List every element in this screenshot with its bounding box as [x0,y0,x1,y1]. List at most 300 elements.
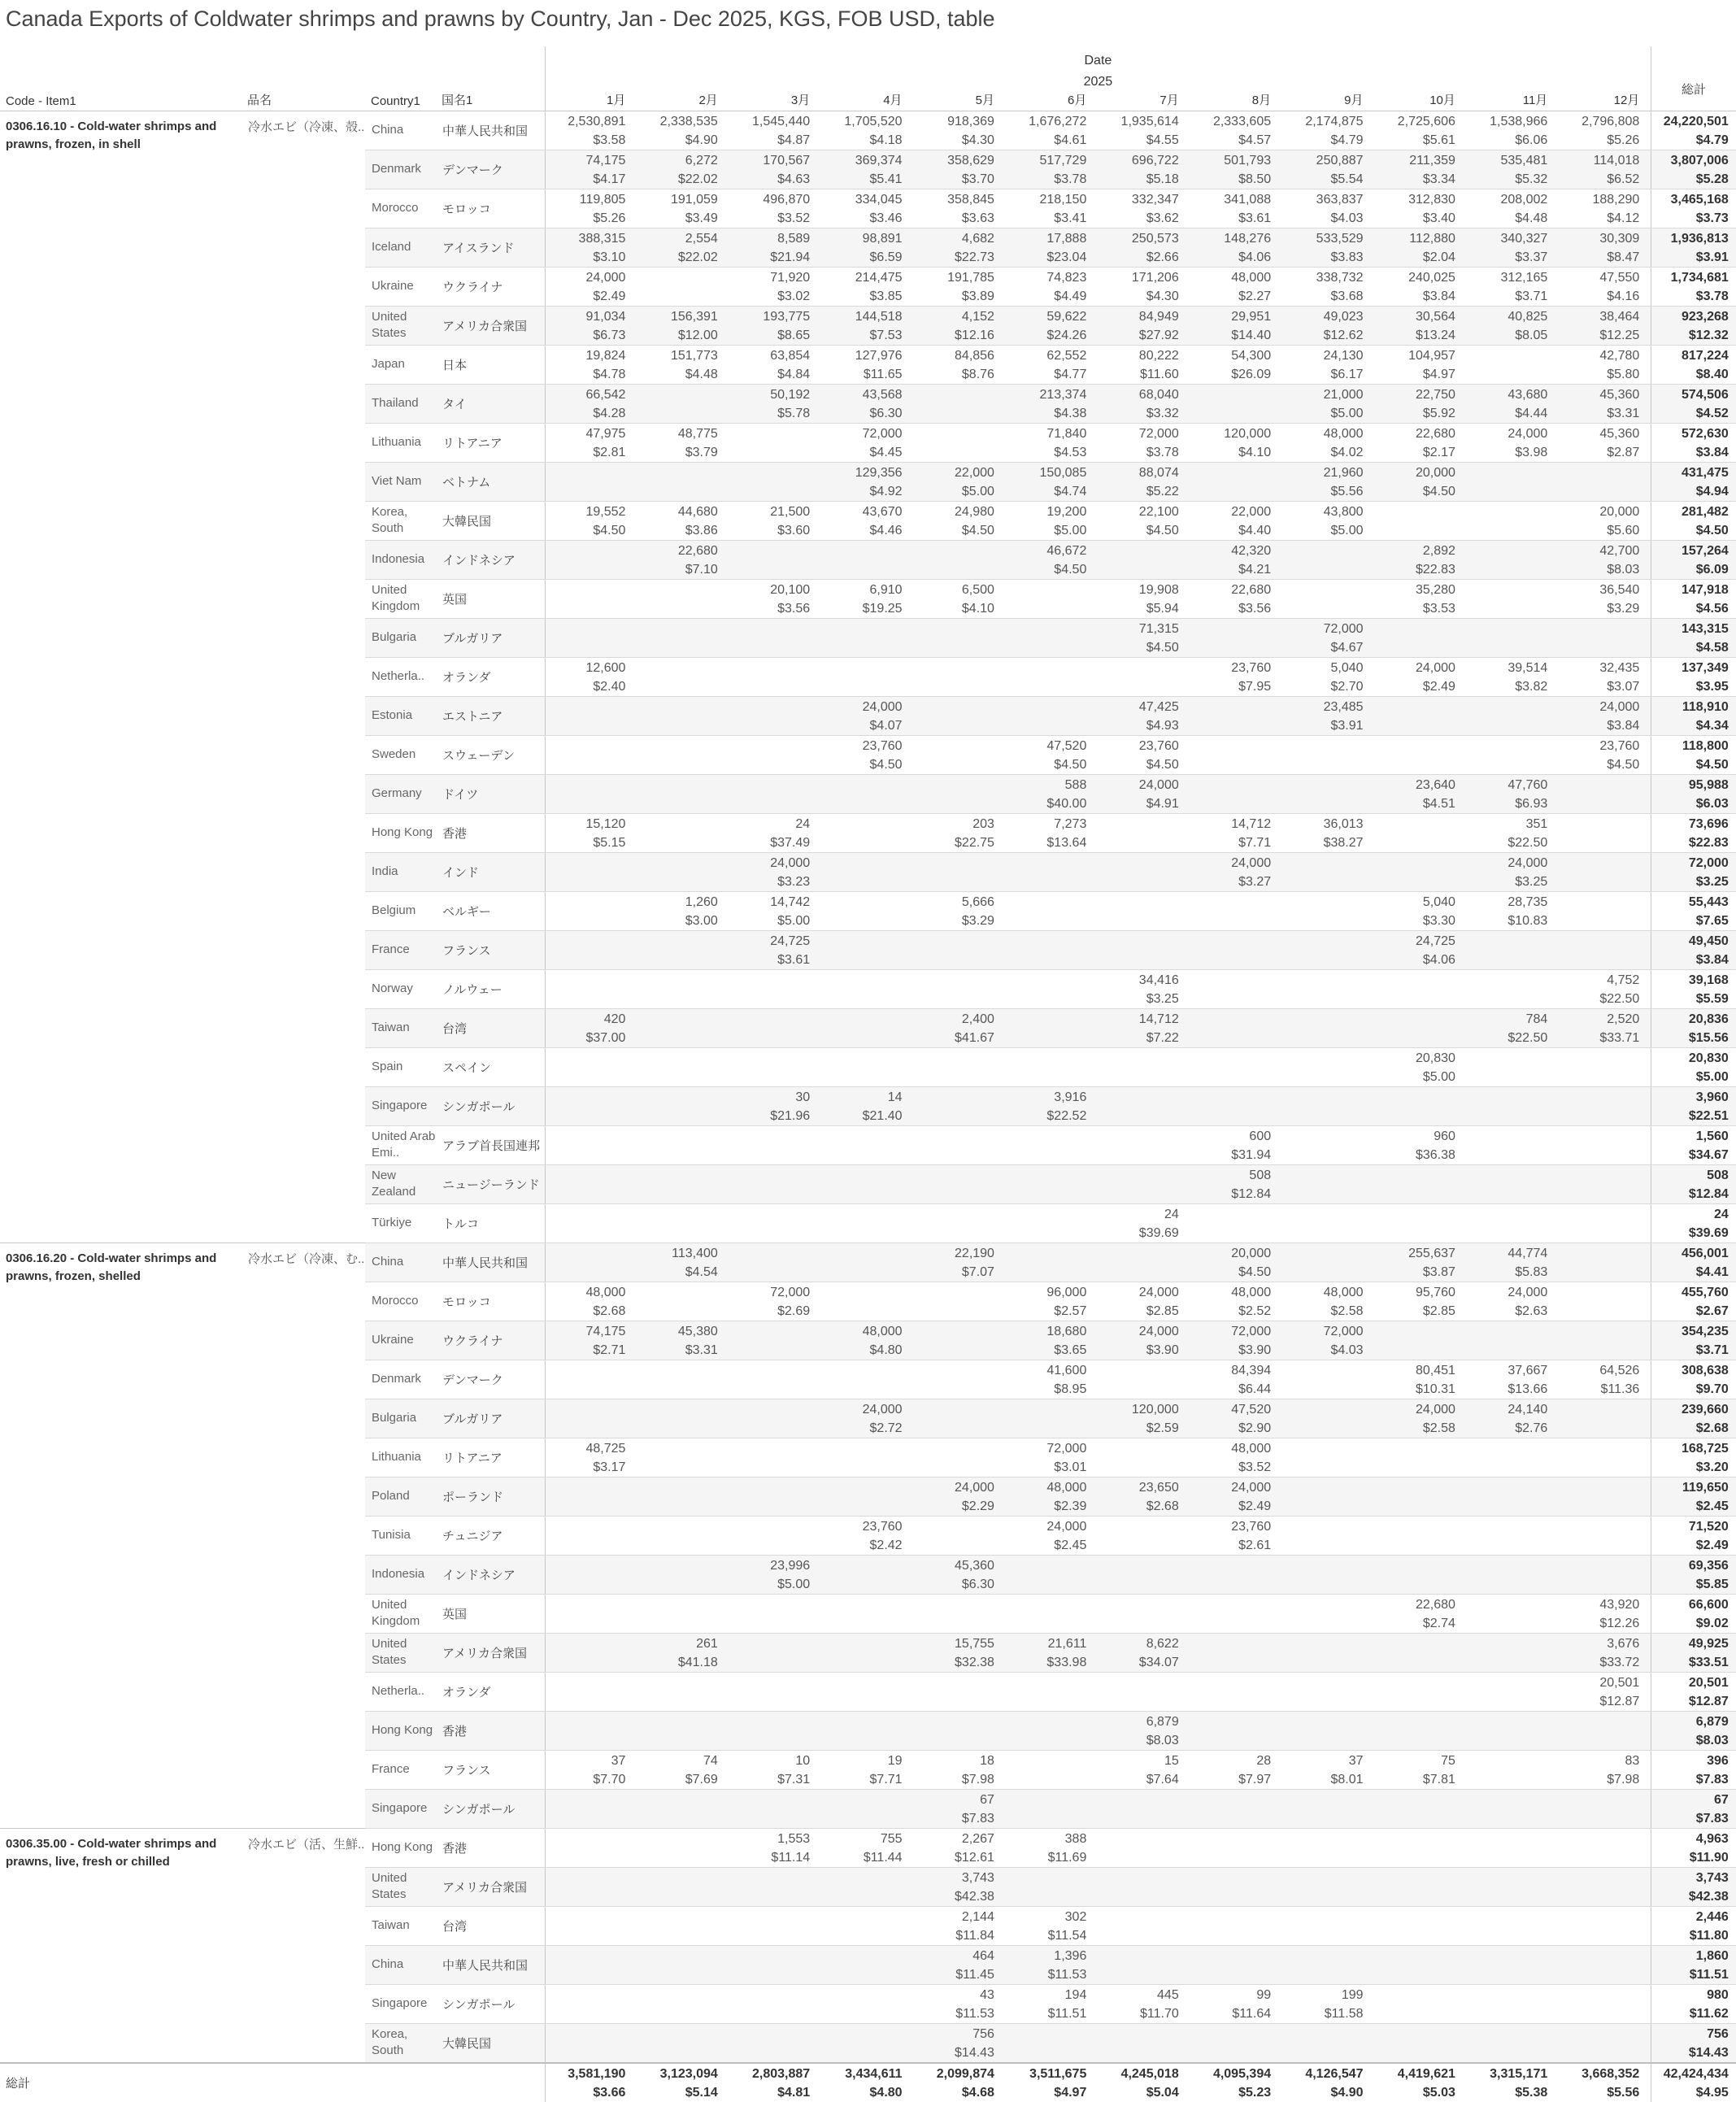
row-total-cell [1651,1945,1736,1984]
month-value-cell [637,969,729,1008]
month-value-cell [545,774,637,813]
month-value-cell [729,423,821,462]
month-value-cell [1559,657,1651,696]
kgs-value [729,1166,810,1185]
unit-price-value [821,1224,902,1242]
kgs-value: 23,760 [862,1519,903,1534]
kgs-value [1559,1830,1639,1848]
kgs-value: 332,347 [1131,192,1179,207]
kgs-value [637,1127,717,1146]
kgs-value [914,1127,994,1146]
unit-price-value [729,716,810,735]
month-value-cell [821,462,913,501]
kgs-value [1282,1010,1363,1029]
unit-price-value [1282,1185,1363,1203]
kgs-value [821,1166,902,1185]
kgs-value: 71,315 [1138,621,1179,636]
kgs-value: 119,805 [579,192,626,207]
unit-price-value: $3.41 [1054,211,1087,225]
unit-price-value [1375,873,1455,891]
month-column-header[interactable]: 1月 [545,89,637,111]
unit-price-value: $4.16 [1607,289,1640,303]
month-value-cell [1282,1867,1374,1906]
month-value-cell [1375,930,1467,969]
kgs-value: 1,705,520 [844,114,903,128]
country-jp-cell: モロッコ [436,189,545,228]
unit-price-value [1375,1575,1455,1594]
unit-price-value [1559,1965,1639,1984]
total-price-value: $12.84 [1688,1186,1729,1201]
month-value-cell [914,696,1006,735]
country-jp-cell: 香港 [436,813,545,852]
kgs-value: 50,192 [770,387,811,402]
kgs-value: 1,553 [777,1831,811,1846]
kgs-value [914,385,994,404]
month-value-cell [1375,1945,1467,1984]
total-price-value: $8.03 [1695,1733,1729,1747]
unit-price-value: $5.54 [1330,172,1364,186]
month-value-cell [1467,579,1559,618]
country-jp-cell: ウクライナ [436,1321,545,1360]
unit-price-value [546,873,626,891]
kgs-value: 24,000 [1046,1519,1087,1534]
total-price-value: $3.91 [1695,250,1729,264]
month-value-cell [1006,540,1098,579]
unit-price-value [1190,1029,1271,1047]
country-column-header[interactable]: Country1 [371,94,420,108]
month-value-cell [1467,969,1559,1008]
unit-price-value: $3.68 [1330,289,1364,303]
kgs-value [729,1634,810,1653]
month-value-cell [1375,1242,1467,1282]
month-value-cell [1190,1750,1282,1789]
kgs-value: 48,725 [585,1441,626,1456]
unit-price-value: $4.50 [1238,1264,1272,1279]
kgs-value [1559,932,1639,951]
month-value-cell [1282,1828,1374,1867]
kgs-value: 72,000 [862,426,903,441]
unit-price-value [546,1848,626,1867]
total-price-value: $6.03 [1695,796,1729,811]
kgs-value [1467,1049,1547,1068]
unit-price-value: $5.78 [777,406,811,420]
month-value-cell [914,1906,1006,1945]
kgs-value: 1,260 [685,894,718,909]
month-column-header[interactable]: 12月 [1613,93,1640,107]
item-column-header[interactable]: 品名 [247,93,272,107]
unit-price-value: $7.07 [961,1264,994,1279]
month-value-cell [914,2023,1006,2063]
month-value-cell [729,618,821,657]
month-value-cell [1282,189,1374,228]
row-total-cell [1651,1672,1736,1711]
unit-price-value: $11.64 [1232,2006,1272,2021]
row-total-cell [1651,1711,1736,1750]
month-value-cell [1467,111,1559,150]
country-jp-cell: ドイツ [436,774,545,813]
month-value-cell [1190,618,1282,657]
kgs-value [729,1244,810,1263]
country-jp-column-header[interactable]: 国名1 [442,93,473,107]
page-title: Canada Exports of Coldwater shrimps and prawns by Country, Jan - Dec 2025, KGS, FOB USD, table [6,7,995,31]
month-column-header[interactable]: 11月 [1522,93,1548,107]
kgs-value: 535,481 [1500,153,1548,168]
unit-price-value [1467,990,1547,1008]
unit-price-value: $11.53 [1047,1967,1087,1982]
unit-price-value [1190,755,1271,774]
kgs-value [546,893,626,912]
total-kgs-value: 39,168 [1688,973,1729,987]
country-cell: Spain [365,1047,436,1086]
month-value-cell [1282,2023,1374,2063]
total-price-value: $12.32 [1688,328,1729,342]
month-value-cell [1559,1360,1651,1399]
month-value-cell [914,930,1006,969]
unit-price-value: $4.80 [869,2085,903,2100]
unit-price-value [1190,1926,1271,1945]
month-value-cell [637,1672,729,1711]
month-value-cell [1282,813,1374,852]
total-price-value: $7.83 [1695,1811,1729,1826]
kgs-value [1467,1791,1547,1809]
unit-price-value [821,1575,902,1594]
month-value-cell [914,1086,1006,1125]
unit-price-value [637,1068,717,1086]
month-value-cell [1375,813,1467,852]
kgs-value: 517,729 [1039,153,1087,168]
kgs-value [1559,1712,1639,1731]
unit-price-value [729,794,810,813]
unit-price-value [821,1926,902,1945]
unit-price-value: $3.29 [961,913,994,928]
total-kgs-value: 69,356 [1688,1558,1729,1573]
month-value-cell [821,774,913,813]
kgs-value: 80,222 [1138,348,1179,363]
month-value-cell [1006,852,1098,891]
month-value-cell [1190,1555,1282,1594]
month-value-cell [545,969,637,1008]
unit-price-value [1190,1653,1271,1672]
total-price-value: $9.70 [1695,1382,1729,1396]
month-value-cell [637,423,729,462]
unit-price-value [1375,638,1455,657]
grand-total-cell [1651,2063,1736,2102]
month-value-cell [821,345,913,384]
month-value-cell [729,1008,821,1047]
month-value-cell [545,657,637,696]
month-value-cell [1559,891,1651,930]
country-cell: Bulgaria [365,618,436,657]
month-value-cell [914,1516,1006,1555]
total-kgs-value: 118,800 [1682,738,1729,753]
kgs-value: 338,732 [1316,270,1364,285]
kgs-value: 5,040 [1422,894,1455,909]
month-value-cell [1190,1477,1282,1516]
kgs-value: 47,425 [1138,699,1179,714]
month-value-cell [1282,1672,1374,1711]
kgs-value: 171,206 [1131,270,1179,285]
kgs-value [546,1088,626,1107]
month-column-header[interactable]: 5月 [975,93,994,107]
kgs-value: 1,396 [1054,1948,1087,1963]
kgs-value: 104,957 [1408,348,1455,363]
month-value-cell [545,696,637,735]
month-value-cell [637,618,729,657]
month-value-cell [1282,384,1374,423]
country-cell: Denmark [365,150,436,189]
kgs-value: 1,676,272 [1029,114,1087,128]
unit-price-value [729,990,810,1008]
unit-price-value [637,1614,717,1633]
month-column-header[interactable]: 7月 [1160,93,1179,107]
unit-price-value [1190,1731,1271,1750]
country-jp-cell: ノルウェー [436,969,545,1008]
unit-price-value [821,677,902,696]
kgs-value: 71,920 [770,270,811,285]
kgs-value [1282,1244,1363,1263]
unit-price-value [1467,1731,1547,1750]
table-row [0,1242,1736,1282]
row-total-cell [1651,735,1736,774]
month-value-cell [1006,423,1098,462]
kgs-value: 756 [972,2026,994,2041]
month-value-cell [1190,1125,1282,1164]
month-value-cell [1559,1399,1651,1438]
kgs-value: 170,567 [763,153,811,168]
unit-price-value [1098,1068,1178,1086]
kgs-value [1190,385,1271,404]
month-value-cell [1006,1438,1098,1477]
month-value-cell [1006,579,1098,618]
month-value-cell [914,1750,1006,1789]
month-column-header[interactable]: 8月 [1251,93,1272,107]
unit-price-value: $24.26 [1046,328,1087,342]
kgs-value [821,1283,902,1302]
month-value-cell [637,1984,729,2023]
month-value-cell [545,1242,637,1282]
kgs-value [546,1791,626,1809]
unit-price-value [914,951,994,969]
unit-price-value: $19.25 [862,601,903,616]
unit-price-value [1282,599,1363,618]
kgs-value [1190,737,1271,755]
month-value-cell [1375,267,1467,306]
unit-price-value: $8.65 [777,328,811,342]
unit-price-value: $2.17 [1422,445,1455,459]
unit-price-value: $6.06 [1515,133,1548,147]
kgs-value: 54,300 [1231,348,1272,363]
unit-price-value [914,443,994,462]
kgs-value: 2,099,874 [936,2066,994,2081]
kgs-value: 43,568 [862,387,903,402]
unit-price-value [914,1185,994,1203]
country-cell: Korea, South [365,501,436,540]
unit-price-value [1282,1458,1363,1477]
grand-total-month-cell [637,2063,729,2102]
month-column-header[interactable]: 2月 [698,93,718,107]
kgs-value [1282,971,1363,990]
kgs-value: 24 [795,816,811,831]
kgs-value: 45,360 [1599,426,1640,441]
unit-price-value [637,1887,717,1906]
kgs-value: 15 [1164,1753,1179,1768]
unit-price-value: $4.97 [1422,367,1455,381]
month-column-header[interactable]: 4月 [883,93,903,107]
unit-price-value: $4.79 [1330,133,1364,147]
month-value-cell [821,189,913,228]
kgs-value: 72,000 [770,1285,811,1299]
kgs-value: 18 [980,1753,994,1768]
month-value-cell [821,267,913,306]
month-value-cell [1282,423,1374,462]
unit-price-value: $5.80 [1607,367,1640,381]
unit-price-value [637,404,717,423]
unit-price-value [729,1731,810,1750]
month-value-cell [1098,1321,1190,1360]
month-column-header[interactable]: 3月 [790,93,811,107]
month-value-cell [637,1164,729,1203]
unit-price-value: $7.71 [1238,835,1272,850]
unit-price-value: $7.95 [1238,679,1272,694]
unit-price-value: $4.06 [1422,952,1455,967]
month-value-cell [1559,1828,1651,1867]
row-total-cell [1651,930,1736,969]
kgs-value: 3,315,171 [1490,2066,1548,2081]
kgs-value [729,1400,810,1419]
month-value-cell [1006,384,1098,423]
kgs-value: 5,666 [961,894,994,909]
kgs-value [1559,1986,1639,2004]
month-value-cell [1375,462,1467,501]
kgs-value: 302 [1064,1909,1087,1924]
month-value-cell [1467,1555,1559,1594]
unit-price-value [637,716,717,735]
month-value-cell [1098,1282,1190,1321]
unit-price-value: $5.83 [1515,1264,1548,1279]
kgs-value [914,737,994,755]
kgs-value: 10 [795,1753,811,1768]
unit-price-value [821,873,902,891]
unit-price-value [914,990,994,1008]
month-value-cell [545,1672,637,1711]
total-price-value: $11.62 [1689,2006,1729,2021]
unit-price-value [1375,833,1455,852]
kgs-value [546,2025,626,2043]
kgs-value [1559,776,1639,794]
unit-price-value [1375,1887,1455,1906]
unit-price-value [637,1848,717,1867]
month-column-header[interactable]: 9月 [1344,93,1364,107]
month-value-cell [1467,1321,1559,1360]
unit-price-value [637,873,717,891]
code-column-header[interactable]: Code - Item1 [6,94,76,108]
month-column-header[interactable]: 10月 [1429,93,1455,107]
country-cell: Taiwan [365,1008,436,1047]
month-value-cell [914,1594,1006,1633]
month-value-cell [1375,501,1467,540]
kgs-value: 14,712 [1231,816,1272,831]
kgs-value: 23,640 [1415,777,1455,792]
unit-price-value: $31.94 [1231,1147,1272,1162]
unit-price-value [637,1185,717,1203]
unit-price-value [637,1107,717,1125]
kgs-value [637,1986,717,2004]
unit-price-value [546,599,626,618]
unit-price-value [637,1224,717,1242]
month-value-cell [729,150,821,189]
unit-price-value [1375,1458,1455,1477]
unit-price-value: $11.60 [1139,367,1179,381]
unit-price-value [1098,1965,1178,1984]
unit-price-value [1282,560,1363,579]
country-jp-cell: ポーランド [436,1477,545,1516]
kgs-value: 194 [1064,1987,1087,2002]
kgs-value: 3,668,352 [1582,2066,1640,2081]
unit-price-value [914,1146,994,1164]
kgs-value [1467,971,1547,990]
kgs-value [914,1361,994,1380]
kgs-value [821,815,902,833]
month-value-cell [1375,384,1467,423]
row-total-cell [1651,969,1736,1008]
month-value-cell [914,1789,1006,1828]
month-value-cell [821,1945,913,1984]
month-value-cell [1190,813,1282,852]
unit-price-value: $3.84 [1422,289,1455,303]
kgs-value: 1,935,614 [1120,114,1179,128]
unit-price-value [821,833,902,852]
kgs-value [914,1049,994,1068]
unit-price-value [1098,1575,1178,1594]
unit-price-value: $5.26 [593,211,626,225]
country-jp-cell: シンガポール [436,1086,545,1125]
month-value-cell [545,462,637,501]
kgs-value [1375,1517,1455,1536]
month-value-cell [1190,384,1282,423]
month-value-cell [1282,1086,1374,1125]
unit-price-value [914,404,994,423]
total-price-value: $5.85 [1695,1577,1729,1591]
kgs-value: 2,520 [1607,1012,1640,1026]
month-value-cell [914,1008,1006,1047]
country-jp-cell: 英国 [436,1594,545,1633]
kgs-value: 41,600 [1046,1363,1087,1377]
unit-price-value: $3.58 [593,133,626,147]
month-value-cell [1282,1516,1374,1555]
month-value-cell [545,267,637,306]
month-value-cell [1282,1125,1374,1164]
unit-price-value: $11.54 [1047,1928,1087,1943]
total-price-value: $2.68 [1695,1421,1729,1435]
kgs-value [1098,854,1178,873]
kgs-value [729,1908,810,1926]
kgs-value: 20,000 [1415,465,1455,480]
grand-total-month-cell [1375,2063,1467,2102]
unit-price-value: $3.65 [1054,1343,1087,1357]
kgs-value [1282,1088,1363,1107]
unit-price-value: $5.00 [961,484,994,498]
month-value-cell [729,306,821,345]
unit-price-value [1375,1926,1455,1945]
unit-price-value [821,1458,902,1477]
month-column-header[interactable]: 6月 [1068,93,1087,107]
kgs-value [1006,1166,1086,1185]
kgs-value: 14 [887,1090,903,1104]
month-value-cell [1006,462,1098,501]
month-value-cell [914,579,1006,618]
month-value-cell [1098,1672,1190,1711]
kgs-value: 28 [1256,1753,1272,1768]
